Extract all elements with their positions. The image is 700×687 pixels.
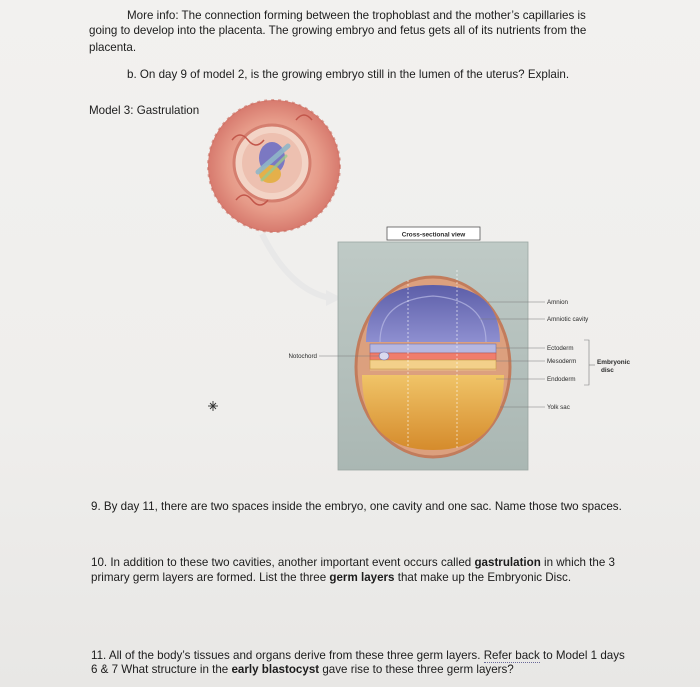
label-amnion: Amnion <box>547 299 568 306</box>
cursor-sparkle-icon <box>208 401 218 411</box>
q10-text-c: primary germ layers are formed. List the three <box>91 571 330 584</box>
q10-bold-gastrulation: gastrulation <box>474 556 541 569</box>
notochord-shape <box>379 352 389 360</box>
endoderm-layer <box>370 360 496 369</box>
q11-refer-back: Refer back <box>483 649 540 662</box>
q10-bold-germ-layers: germ layers <box>329 571 395 584</box>
cross-section-title: Cross-sectional view <box>401 231 466 239</box>
label-embryonic-disc-line2: disc <box>601 367 614 374</box>
q10-text-d: that make up the Embryonic Disc. <box>394 571 572 584</box>
question-10-line-2 <box>91 570 651 585</box>
intro-line-2: going to develop into the placenta. The growing embryo and fetus gets all of its nutrients from the <box>89 24 587 37</box>
q11-bold-early-blastocyst: early blastocyst <box>231 663 320 676</box>
q11-text-d: gave rise to these three germ layers? <box>319 663 514 676</box>
label-notochord: Notochord <box>288 353 317 360</box>
question-9: 9. By day 11, there are two spaces inside the embryo, one cavity and one sac. Name those two spaces. <box>91 500 622 513</box>
q11-text-b: to Model 1 days <box>539 649 625 662</box>
label-mesoderm: Mesoderm <box>547 358 577 365</box>
q10-text-b: in which the 3 <box>540 556 615 569</box>
label-yolk-sac: Yolk sac <box>547 404 570 411</box>
question-11-line-2 <box>91 662 651 677</box>
q11-text-c: 6 & 7 What structure in the <box>91 663 232 676</box>
uterus-section-illustration <box>208 100 340 232</box>
model-3-title: Model 3: Gastrulation <box>89 104 200 117</box>
ectoderm-layer <box>370 344 496 353</box>
intro-line-3: placenta. <box>89 41 137 54</box>
label-ectoderm: Ectoderm <box>547 345 574 352</box>
question-b: b. On day 9 of model 2, is the growing embryo still in the lumen of the uterus? Explain. <box>127 68 570 81</box>
q10-text-a: 10. In addition to these two cavities, another important event occurs called <box>91 556 475 569</box>
question-10-line-1 <box>91 555 651 570</box>
q11-text-a: 11. All of the body’s tissues and organs derive from these three germ layers. <box>91 649 484 662</box>
intro-line-1: More info: The connection forming between the trophoblast and the mother’s capillaries is <box>127 9 586 22</box>
question-11-line-1 <box>91 648 651 663</box>
label-embryonic-disc-line1: Embryonic <box>597 359 631 366</box>
label-amniotic-cavity: Amniotic cavity <box>547 316 589 323</box>
pointer-arrow <box>262 234 330 298</box>
label-endoderm: Endoderm <box>547 376 576 383</box>
